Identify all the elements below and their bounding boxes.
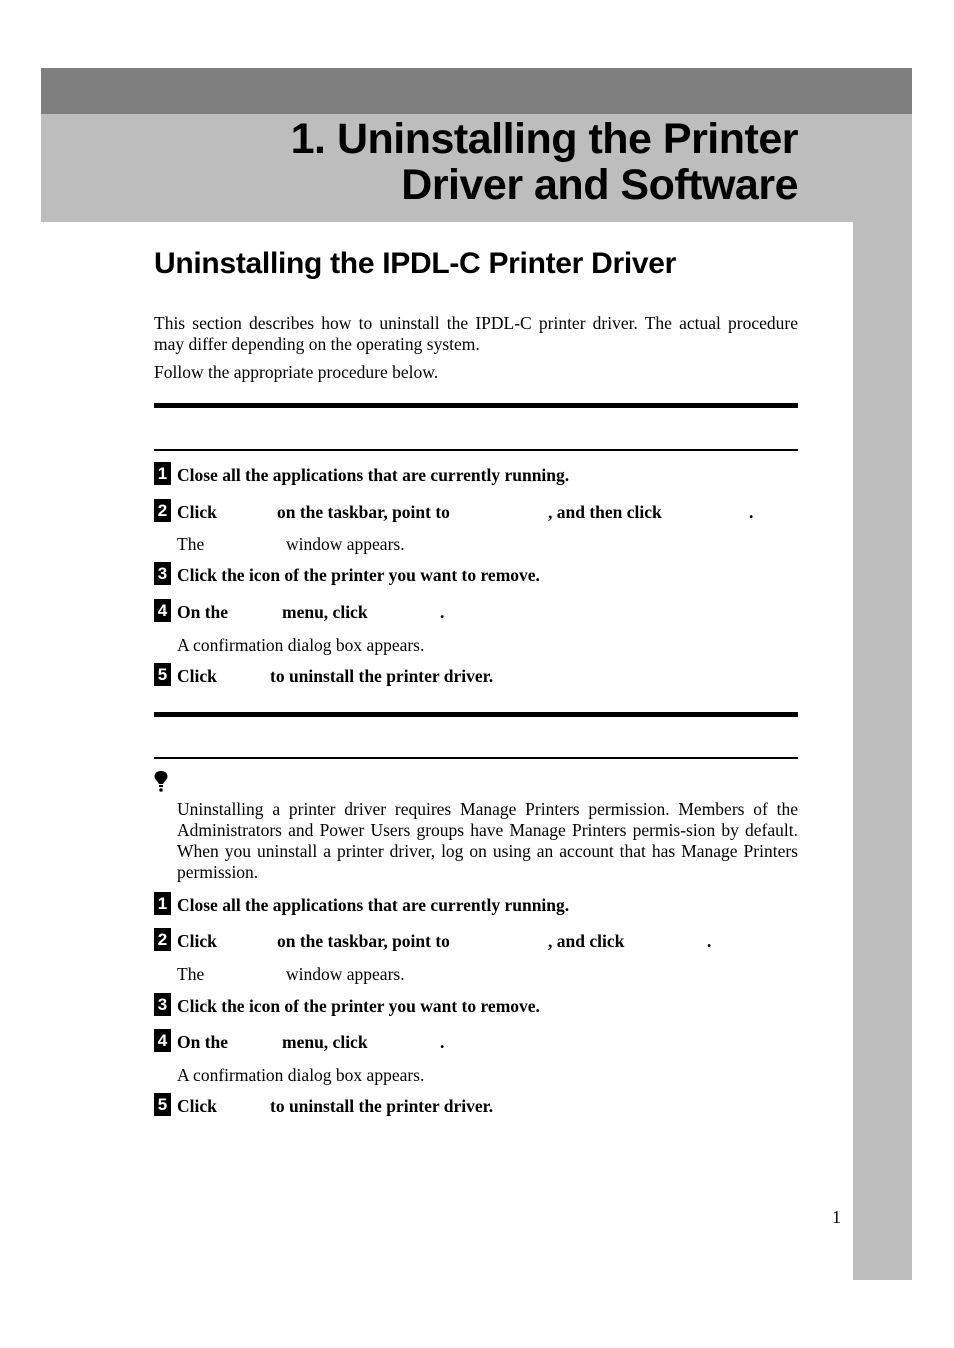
important-note-text: Uninstalling a printer driver requires Manage Printers permission. Members of the Administrators and Power Users groups have Manage Printers permis-sion by default. When you uninstall a printer driver, log on using an account that has Manage Printers permission.	[177, 799, 798, 882]
step-number-badge: 2	[154, 928, 171, 951]
procedure-a-rule-thin	[154, 449, 798, 451]
step-number-badge: 4	[154, 599, 171, 622]
procedure-b-rule-thick	[154, 712, 798, 717]
procedure-b-rule-thin	[154, 757, 798, 759]
step-number-badge: 1	[154, 462, 171, 485]
procedure-a-rule-thick	[154, 403, 798, 408]
step-number-badge: 1	[154, 892, 171, 915]
step-number-badge: 3	[154, 562, 171, 585]
step-number-badge: 4	[154, 1029, 171, 1052]
section-title: Uninstalling the IPDL-C Printer Driver	[154, 247, 677, 280]
step-number-badge: 5	[154, 663, 171, 686]
important-icon	[153, 770, 169, 792]
step-number-badge: 3	[154, 993, 171, 1016]
step-number-badge: 5	[154, 1093, 171, 1116]
chapter-title-line1: 1. Uninstalling the Printer	[290, 115, 798, 163]
step-number-badge: 2	[154, 499, 171, 522]
intro-follow: Follow the appropriate procedure below.	[154, 362, 439, 382]
header-band-dark	[41, 68, 912, 114]
page-number: 1	[832, 1207, 841, 1227]
intro-paragraph: This section describes how to uninstall the IPDL-C printer driver. The actual procedure may differ depending on the operating system.	[154, 313, 798, 354]
chapter-title-line2: Driver and Software	[401, 161, 798, 209]
side-thumb-tab	[853, 222, 912, 1280]
chapter-title	[291, 116, 798, 208]
